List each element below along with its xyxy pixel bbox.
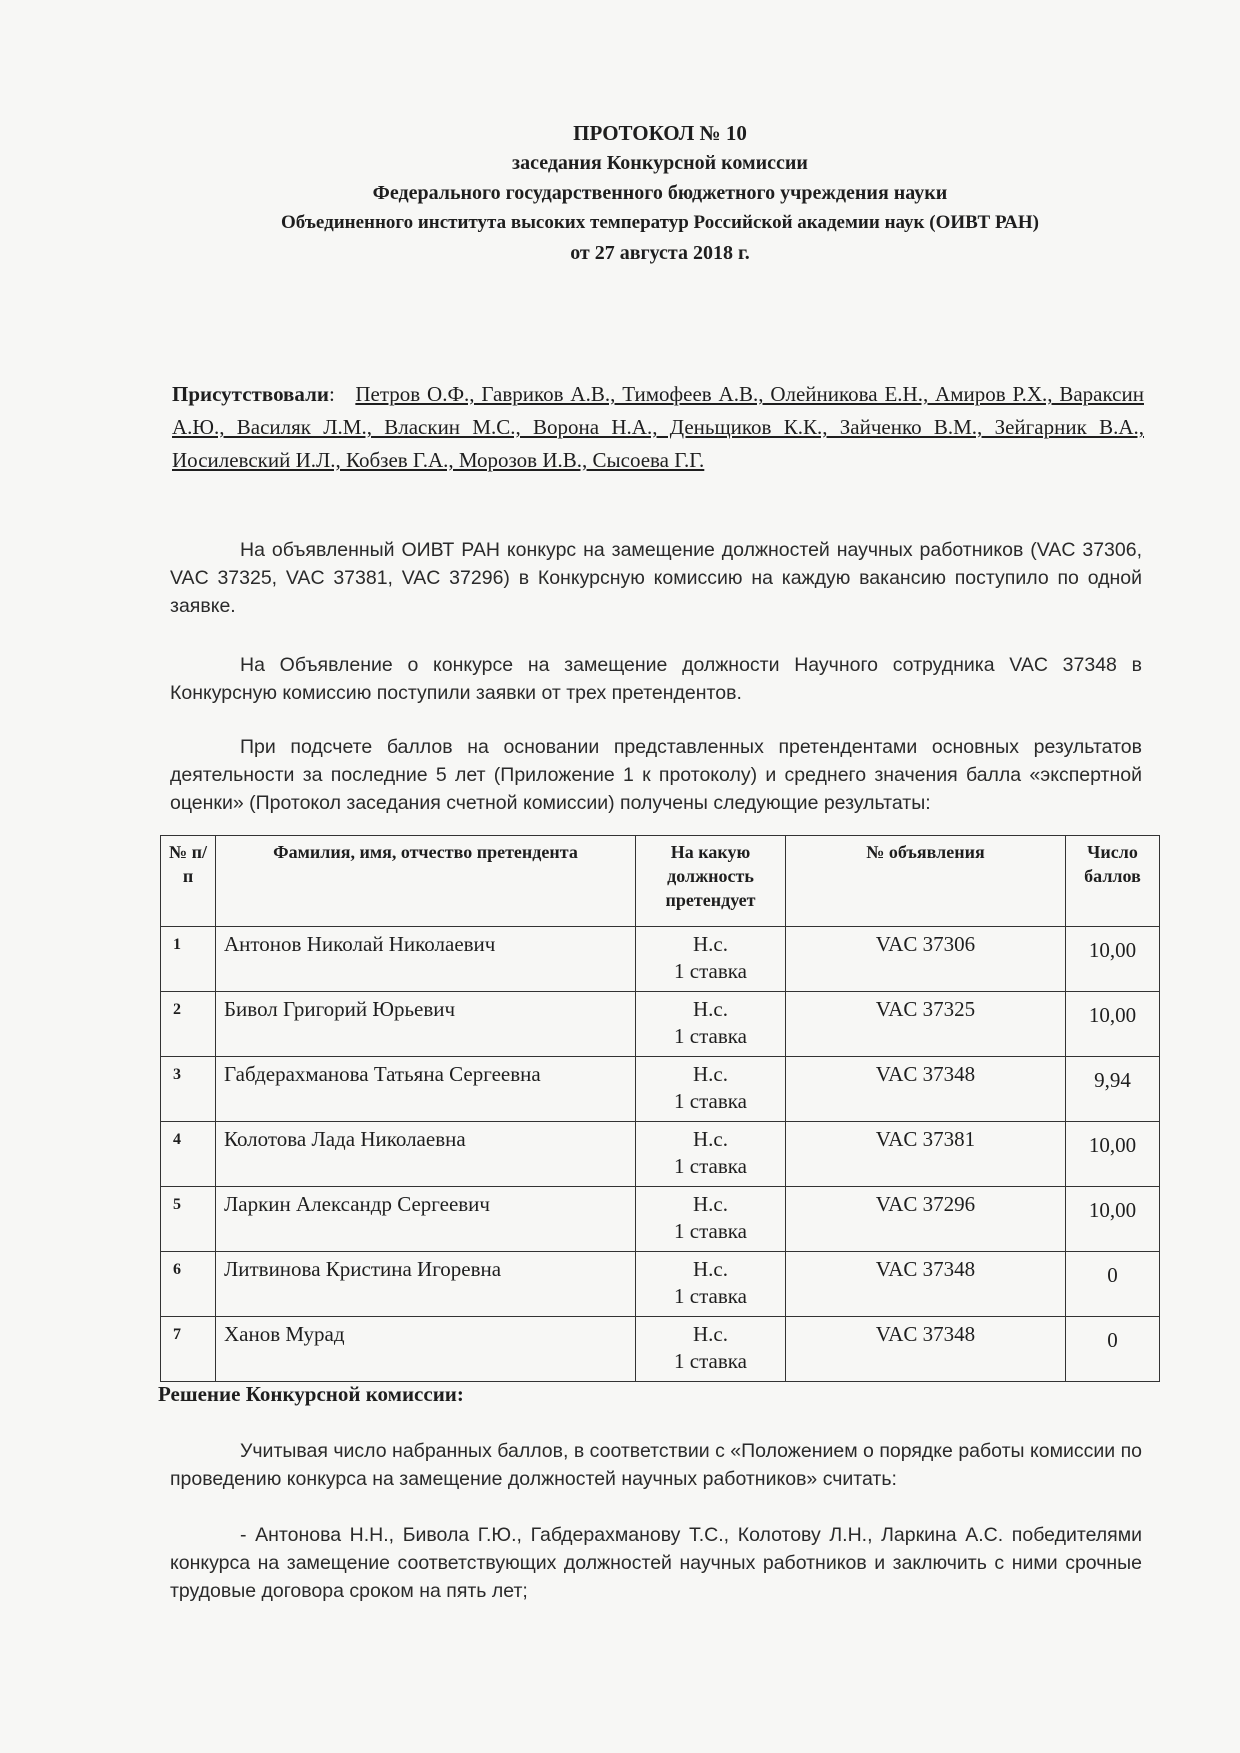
position-title: Н.с.: [693, 1127, 728, 1151]
paragraph-2-text: На Объявление о конкурсе на замещение должности Научного сотрудника VAC 37348 в Конкурсную комиссию поступили заявки от трех претендентов.: [170, 654, 1142, 704]
table-row: [161, 992, 1160, 1057]
document-header: [0, 118, 1240, 268]
paragraph-3-text: При подсчете баллов на основании представленных претендентами основных результатов деятельности за последние 5 лет (Приложение 1 к протоколу) и среднего значения балла «экспертной оценки» (Протокол заседания счетной комиссии) получены следующие результаты:: [170, 736, 1142, 814]
table-row: [161, 1187, 1160, 1252]
protocol-title: ПРОТОКОЛ № 10: [573, 121, 747, 145]
row-number: 2: [161, 992, 216, 1057]
vacancy-number: VAC 37325: [786, 992, 1066, 1057]
vacancy-number: VAC 37296: [786, 1187, 1066, 1252]
row-number: 3: [161, 1057, 216, 1122]
position-title: Н.с.: [693, 1257, 728, 1281]
header-line-1: заседания Конкурсной комиссии: [512, 152, 808, 174]
row-number: 4: [161, 1122, 216, 1187]
row-number: 1: [161, 927, 216, 992]
table-row: [161, 927, 1160, 992]
applied-position: [636, 1187, 786, 1252]
table-row: [161, 1057, 1160, 1122]
paragraph-2: [170, 651, 1142, 707]
paragraph-1: [170, 536, 1142, 620]
header-vacancy: № объявления: [786, 836, 1066, 927]
results-table: [160, 835, 1160, 1382]
position-rate: 1 ставка: [674, 959, 747, 983]
table-row: [161, 1317, 1160, 1382]
position-rate: 1 ставка: [674, 1349, 747, 1373]
attendees-label: Присутствовали: [172, 382, 329, 406]
decision-paragraph-1: [170, 1437, 1142, 1493]
header-num: № п/п: [161, 836, 216, 927]
position-rate: 1 ставка: [674, 1284, 747, 1308]
applied-position: [636, 1122, 786, 1187]
table-header-row: [161, 836, 1160, 927]
header-name: Фамилия, имя, отчество претендента: [216, 836, 636, 927]
applied-position: [636, 1317, 786, 1382]
decision-paragraph-1-text: Учитывая число набранных баллов, в соответствии с «Положением о порядке работы комиссии по проведению конкурса на замещение должностей научных работников» считать:: [170, 1440, 1142, 1490]
vacancy-number: VAC 37348: [786, 1057, 1066, 1122]
applicant-name: Ларкин Александр Сергеевич: [216, 1187, 636, 1252]
decision-title: Решение Конкурсной комиссии:: [158, 1382, 464, 1406]
applied-position: [636, 1057, 786, 1122]
applicant-name: Габдерахманова Татьяна Сергеевна: [216, 1057, 636, 1122]
position-title: Н.с.: [693, 997, 728, 1021]
applied-position: [636, 992, 786, 1057]
position-title: Н.с.: [693, 932, 728, 956]
score-value: 10,00: [1066, 992, 1160, 1057]
applied-position: [636, 1252, 786, 1317]
attendees-names: Петров О.Ф., Гавриков А.В., Тимофеев А.В., Олейникова Е.Н., Амиров Р.Х., Вараксин А.Ю., Василяк Л.М., Власкин М.С., Ворона Н.А., Деньщиков К.К., Зайченко В.М., Зейгарник В.А., Иосилевский И.Л., Кобзев Г.А., Морозов И.В., Сысоева Г.Г.: [172, 382, 1144, 472]
position-title: Н.с.: [693, 1322, 728, 1346]
score-value: 10,00: [1066, 927, 1160, 992]
applicant-name: Бивол Григорий Юрьевич: [216, 992, 636, 1057]
table-row: [161, 1252, 1160, 1317]
decision-paragraph-2: [170, 1521, 1142, 1605]
position-rate: 1 ставка: [674, 1154, 747, 1178]
position-rate: 1 ставка: [674, 1219, 747, 1243]
header-position: На какую должность претендует: [636, 836, 786, 927]
row-number: 6: [161, 1252, 216, 1317]
vacancy-number: VAC 37348: [786, 1317, 1066, 1382]
header-score: Число баллов: [1066, 836, 1160, 927]
applicant-name: Ханов Мурад: [216, 1317, 636, 1382]
applicant-name: Литвинова Кристина Игоревна: [216, 1252, 636, 1317]
score-value: 10,00: [1066, 1122, 1160, 1187]
paragraph-3: [170, 733, 1142, 817]
vacancy-number: VAC 37348: [786, 1252, 1066, 1317]
table-row: [161, 1122, 1160, 1187]
position-title: Н.с.: [693, 1062, 728, 1086]
row-number: 7: [161, 1317, 216, 1382]
score-value: 10,00: [1066, 1187, 1160, 1252]
vacancy-number: VAC 37306: [786, 927, 1066, 992]
applied-position: [636, 927, 786, 992]
header-line-2: Федерального государственного бюджетного учреждения науки: [372, 182, 948, 204]
protocol-date: от 27 августа 2018 г.: [570, 242, 750, 264]
position-rate: 1 ставка: [674, 1024, 747, 1048]
position-title: Н.с.: [693, 1192, 728, 1216]
applicant-name: Колотова Лада Николаевна: [216, 1122, 636, 1187]
decision-paragraph-2-text: - Антонова Н.Н., Бивола Г.Ю., Габдерахманову Т.С., Колотову Л.Н., Ларкина А.С. победителями конкурса на замещение соответствующих должностей научных работников и заключить с ними срочные трудовые договора сроком на пять лет;: [170, 1524, 1142, 1602]
header-line-3: Объединенного института высоких температур Российской академии наук (ОИВТ РАН): [281, 212, 1039, 233]
score-value: 0: [1066, 1317, 1160, 1382]
attendees-block: Присутствовали: Петров О.Ф., Гавриков А.В., Тимофеев А.В., Олейникова Е.Н., Амиров Р.Х., Вараксин А.Ю., Василяк Л.М., Власкин М.С., Ворона Н.А., Деньщиков К.К., Зайченко В.М., Зейгарник В.А., Иосилевский И.Л., Кобзев Г.А., Морозов И.В., Сысоева Г.Г.: [172, 382, 1144, 472]
position-rate: 1 ставка: [674, 1089, 747, 1113]
score-value: 0: [1066, 1252, 1160, 1317]
vacancy-number: VAC 37381: [786, 1122, 1066, 1187]
score-value: 9,94: [1066, 1057, 1160, 1122]
applicant-name: Антонов Николай Николаевич: [216, 927, 636, 992]
paragraph-1-text: На объявленный ОИВТ РАН конкурс на замещение должностей научных работников (VAC 37306, VAC 37325, VAC 37381, VAC 37296) в Конкурсную комиссию на каждую вакансию поступило по одной заявке.: [170, 539, 1142, 617]
row-number: 5: [161, 1187, 216, 1252]
